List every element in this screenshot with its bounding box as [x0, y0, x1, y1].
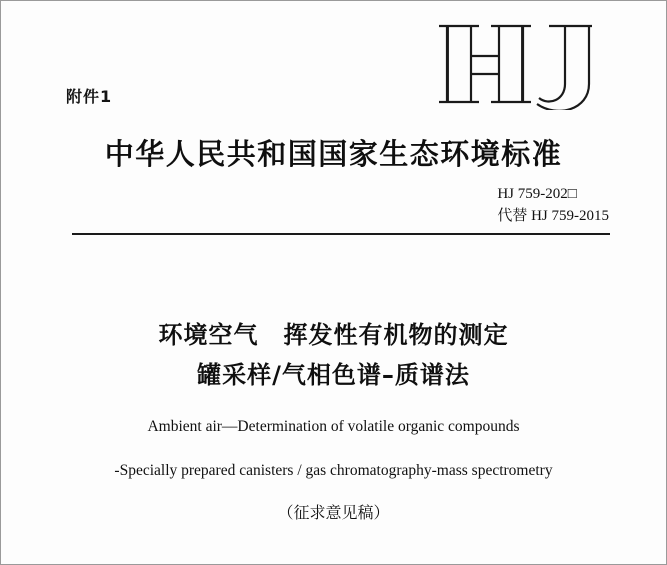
standard-title: 中华人民共和国国家生态环境标准: [104, 137, 563, 171]
standard-code-block: [497, 184, 609, 228]
main-title-line-2: 罐采样/气相色谱–质谱法: [197, 360, 470, 389]
attachment-label: 附件1: [66, 87, 113, 106]
english-title: Ambient air—Determination of volatile organic compounds: [147, 418, 520, 435]
replaces-number: 代替 HJ 759-2015: [497, 207, 609, 224]
hj-logo-icon: [437, 18, 592, 110]
main-title: [0, 316, 667, 395]
horizontal-divider: [72, 233, 610, 235]
english-subtitle: -Specially prepared canisters / gas chromatography-mass spectrometry: [114, 462, 553, 479]
main-title-line-1: 环境空气 挥发性有机物的测定: [158, 321, 509, 349]
standard-number: HJ 759-202□: [497, 186, 577, 202]
draft-status: （征求意见稿）: [277, 503, 390, 522]
